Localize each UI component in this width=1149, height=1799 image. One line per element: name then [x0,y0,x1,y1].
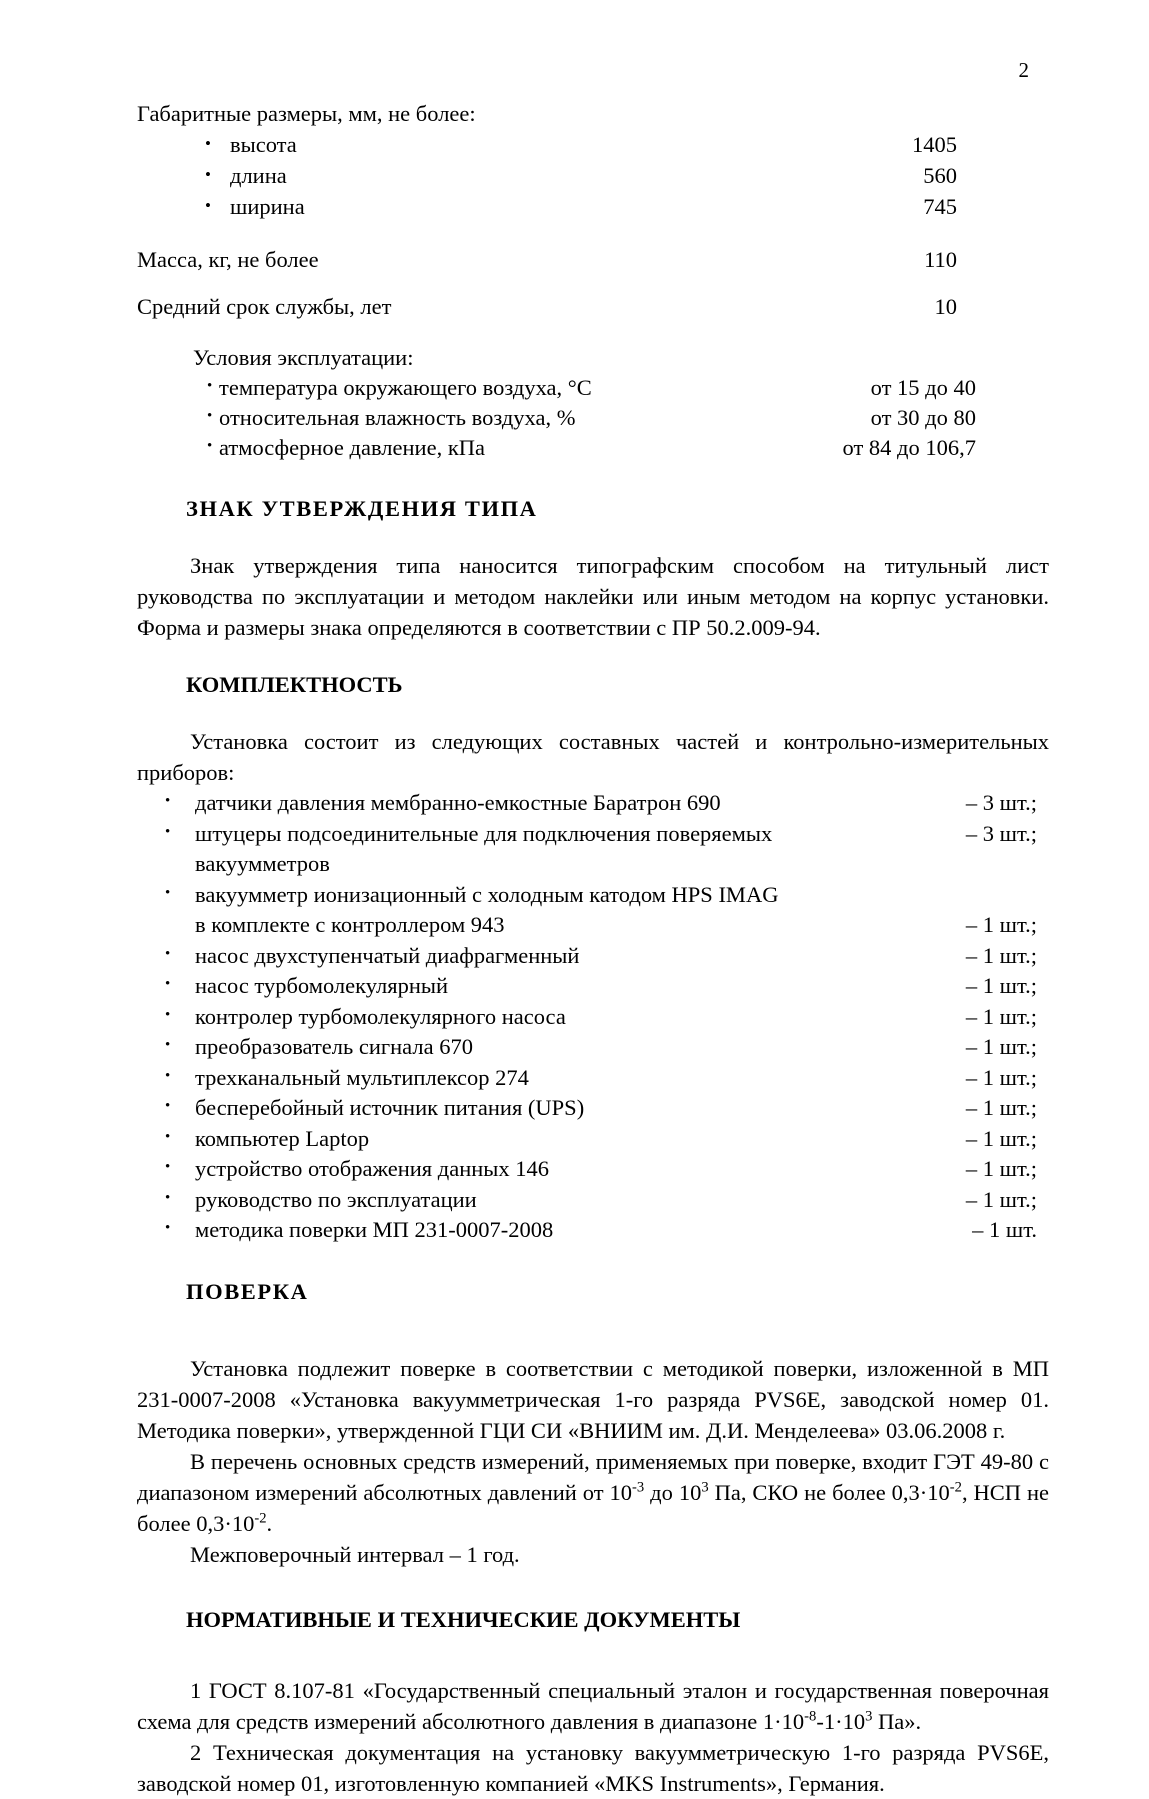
condition-label: атмосферное давление, кПа [219,435,486,460]
list-item [137,1002,1049,1033]
service-life-label: Средний срок службы, лет [137,294,392,319]
kit-label: компьютер Laptop [195,1125,370,1151]
kit-label: трехканальный мультиплексор 274 [195,1064,529,1090]
verification-paragraph-2 [137,1446,1049,1539]
mass-label: Масса, кг, не более [137,247,319,272]
kit-label: контролер турбомолекулярного насоса [195,1003,566,1029]
dimension-value: 1405 [912,132,957,157]
list-item [137,971,1049,1002]
verification-p2-part5: . [266,1510,273,1536]
verification-p2-part1: В перечень основных средств измерений, применяемых при поверке, входит ГЭТ 49-80 с диапазоном измерений абсолютных давлений от 10 [137,1448,1049,1505]
mass-value: 110 [924,247,957,272]
kit-qty: – 1 шт.; [965,1064,1037,1090]
condition-label: относительная влажность воздуха, % [219,405,576,430]
kit-label: насос турбомолекулярный [195,973,449,998]
page-content [137,0,1049,1799]
list-item [137,1215,1049,1246]
kit-label: бесперебойный источник питания (UPS) [195,1095,585,1120]
document-1-sup1: -8 [804,1708,817,1724]
condition-value: от 30 до 80 [870,405,976,430]
verification-paragraph-3: Межповерочный интервал – 1 год. [190,1541,520,1567]
kit-label: преобразователь сигнала 670 [195,1034,473,1059]
kit-qty: – 1 шт.; [965,1034,1037,1059]
kit-qty: – 1 шт.; [965,1003,1037,1029]
conditions-list [137,373,1049,463]
document-1-part1: 1 ГОСТ 8.107-81 «Государственный специальный эталон и государственная поверочная схема для средств измерений абсолютного давления в диапазоне 1·10 [137,1677,1049,1734]
kit-label: руководство по эксплуатации [195,1186,477,1212]
list-item [137,880,1049,941]
kit-label: методика поверки МП 231-0007-2008 [195,1217,554,1242]
list-item [137,1063,1049,1094]
verification-p2-sup1: -3 [632,1479,645,1495]
list-item [137,191,1049,222]
kit-label: вакуумметр ионизационный с холодным катодом HPS IMAG [195,881,779,907]
dimension-label: высота [230,132,297,157]
list-item [137,160,1049,191]
completeness-list [137,788,1049,1246]
section-heading-approval-mark: ЗНАК УТВЕРЖДЕНИЯ ТИПА [186,496,538,521]
condition-value: от 15 до 40 [870,375,976,400]
list-item [137,788,1049,819]
verification-p2-part4: , НСП не более 0,3·10 [137,1479,1050,1536]
list-item [137,1124,1049,1155]
kit-qty: – 1 шт.; [965,973,1037,998]
list-item [137,403,1049,433]
kit-qty: – 1 шт.; [965,1186,1037,1212]
section-heading-verification: ПОВЕРКА [186,1278,309,1304]
mass-row [137,244,1049,275]
kit-qty: – 1 шт.; [965,1095,1037,1120]
condition-value: от 84 до 106,7 [842,435,976,460]
page-number: 2 [1018,58,1029,82]
document-item-2: 2 Техническая документация на установку вакуумметрическую 1-го разряда PVS6E, заводской номер 01, изготовленную компанией «MKS Instruments», Германия. [137,1739,1049,1796]
verification-p2-sup3: -2 [949,1479,962,1495]
condition-label: температура окружающего воздуха, °С [219,375,592,400]
verification-paragraph-1: Установка подлежит поверке в соответствии с методикой поверки, изложенной в МП 231-0007-2008 «Установка вакуумметрическая 1-го разряда PVS6E, заводской номер 01. Методика поверки», утвержденной ГЦИ СИ «ВНИИМ им. Д.И. Менделеева» 03.06.2008 г. [137,1355,1049,1443]
list-item [137,129,1049,160]
dimension-label: длина [230,163,287,188]
kit-qty: – 3 шт.; [965,790,1037,815]
document-item-1 [137,1675,1049,1737]
verification-p2-part2: до 10 [644,1479,702,1505]
section-heading-documents: НОРМАТИВНЫЕ И ТЕХНИЧЕСКИЕ ДОКУМЕНТЫ [186,1606,741,1632]
document-1-sup2: 3 [865,1708,873,1724]
kit-label: насос двухступенчатый диафрагменный [195,942,580,968]
dimensions-title: Габаритные размеры, мм, не более: [137,101,476,126]
list-item [137,1185,1049,1216]
list-item [137,1093,1049,1124]
kit-qty: – 1 шт.; [965,1156,1037,1181]
dimension-value: 560 [923,163,957,188]
dimension-value: 745 [923,194,957,219]
list-item [137,1154,1049,1185]
kit-qty: – 1 шт.; [965,1125,1037,1151]
kit-qty: – 1 шт.; [965,942,1037,968]
document-1-part3: Па». [872,1708,922,1734]
kit-qty: – 1 шт. [972,1217,1037,1242]
service-life-row [137,291,1049,322]
dimension-label: ширина [230,194,305,219]
kit-label-second-line: в комплекте с контроллером 943 [195,912,505,937]
conditions-title: Условия эксплуатации: [193,345,414,370]
kit-label: устройство отображения данных 146 [195,1156,550,1181]
document-1-part2: -1·10 [816,1708,866,1734]
list-item [137,941,1049,972]
kit-qty: – 3 шт.; [965,820,1037,846]
list-item [137,433,1049,463]
completeness-intro: Установка состоит из следующих составных частей и контрольно-измерительных приборов: [137,729,1049,785]
service-life-value: 10 [934,294,957,319]
verification-p2-part3: Па, СКО не более 0,3·10 [708,1479,950,1505]
list-item [137,373,1049,403]
approval-mark-paragraph: Знак утверждения типа наносится типографским способом на титульный лист руководства по эксплуатации и методом наклейки или иным методом на корпус установки. Форма и размеры знака определяются в соответствии с ПР 50.2.009-94. [137,553,1049,640]
verification-p2-sup2: 3 [701,1479,709,1495]
section-heading-completeness: КОМПЛЕКТНОСТЬ [186,672,403,697]
kit-qty: – 1 шт.; [965,912,1037,937]
list-item [137,1032,1049,1063]
kit-label: штуцеры подсоединительные для подключения поверяемых вакуумметров [195,820,773,876]
kit-label: датчики давления мембранно-емкостные Баратрон 690 [195,790,721,815]
verification-p2-sup4: -2 [254,1510,267,1526]
dimensions-list [137,129,1049,222]
list-item [137,819,1049,880]
